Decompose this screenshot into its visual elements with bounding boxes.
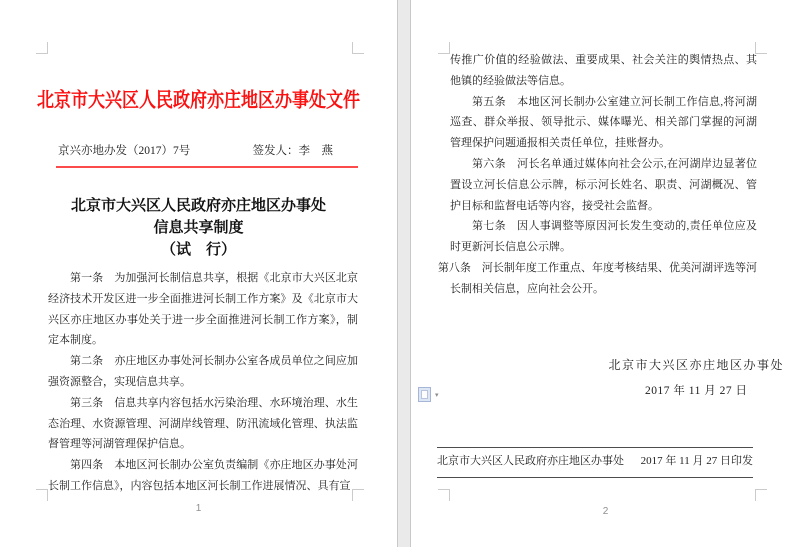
doc-number: 京兴亦地办发（2017）7号 [58,145,191,157]
title-line-1: 北京市大兴区人民政府亦庄地区办事处 [70,198,326,214]
red-divider-rule [56,166,358,168]
page-number: 2 [602,506,609,517]
page-1-body [48,268,358,497]
paragraph-article-8: 第八条 河长制年度工作重点、年度考核结果、优美河湖评选等河长制相关信息，应向社会公开。 [437,261,757,295]
footer-rule-bottom [437,477,753,478]
page-1 [0,0,397,547]
signer-label: 签发人：李 燕 [252,145,333,157]
footer-print-date: 2017 年 11 月 27 日印发 [640,455,753,467]
chevron-down-icon[interactable]: ▾ [435,391,439,399]
title-line-3: （试 行） [160,242,236,258]
footer-imprint-row [437,452,753,468]
margin-crop-mark [438,489,450,501]
margin-crop-mark [438,42,450,54]
paragraph-article-2: 第二条 亦庄地区办事处河长制办公室各成员单位之间应加强资源整合，实现信息共享。 [48,355,358,388]
page-gap-divider [397,0,411,547]
page-2 [411,0,800,547]
paragraph-article-7: 第七条 因人事调整等原因河长发生变动的,责任单位应及时更新河长信息公示牌。 [450,220,757,254]
paragraph-article-6: 第六条 河长名单通过媒体向社会公示,在河湖岸边显著位置设立河长信息公示牌，标示河长姓名、职责、河湖概况、管护目标和监督电话等内容，接受社会监督。 [450,157,757,212]
margin-crop-mark [755,489,767,501]
footer-rule-top [437,447,753,448]
paragraph-article-4-continued: 传推广价值的经验做法、重要成果、社会关注的舆情热点、其他镇的经验做法等信息。 [450,54,757,87]
paste-options-button[interactable] [418,387,439,402]
title-line-2: 信息共享制度 [153,220,244,236]
paragraph-article-5: 第五条 本地区河长制办公室建立河长制工作信息,将河湖巡查、群众举报、领导批示、媒体曝光、相关部门掌握的河湖管理保护问题通报相关责任单位，挂账督办。 [450,95,757,150]
signature-name: 北京市大兴区亦庄地区办事处 [608,358,784,372]
page-number: 1 [195,503,202,514]
clipboard-page-glyph [421,390,428,399]
signature-block [608,357,784,399]
paragraph-article-3: 第三条 信息共享内容包括水污染治理、水环境治理、水生态治理、水资源管理、河湖岸线管理、防汛流域化管理、执法监督管理等河湖管理保护信息。 [48,396,358,451]
paragraph-article-1: 第一条 为加强河长制信息共享，根据《北京市大兴区北京经济技术开发区进一步全面推进河长制工作方案》及《北京市大兴区亦庄地区办事处关于进一步全面推进河长制工作方案》，制定本制度。 [48,272,358,347]
document-title [0,195,397,261]
clipboard-paste-icon [418,387,431,402]
page-2-body [437,50,757,300]
margin-crop-mark [36,42,48,54]
margin-crop-mark [352,42,364,54]
document-header-title: 北京市大兴区人民政府亦庄地区办事处文件 [37,88,360,112]
doc-number-row [58,142,333,158]
footer-issuer: 北京市大兴区人民政府亦庄地区办事处 [437,455,624,467]
paragraph-article-4: 第四条 本地区河长制办公室负责编制《亦庄地区办事处河长制工作信息》，内容包括本地区河长制工作进展情况、具有宣 [48,459,358,492]
margin-crop-mark [36,489,48,501]
signature-date: 2017 年 11 月 27 日 [645,385,748,397]
